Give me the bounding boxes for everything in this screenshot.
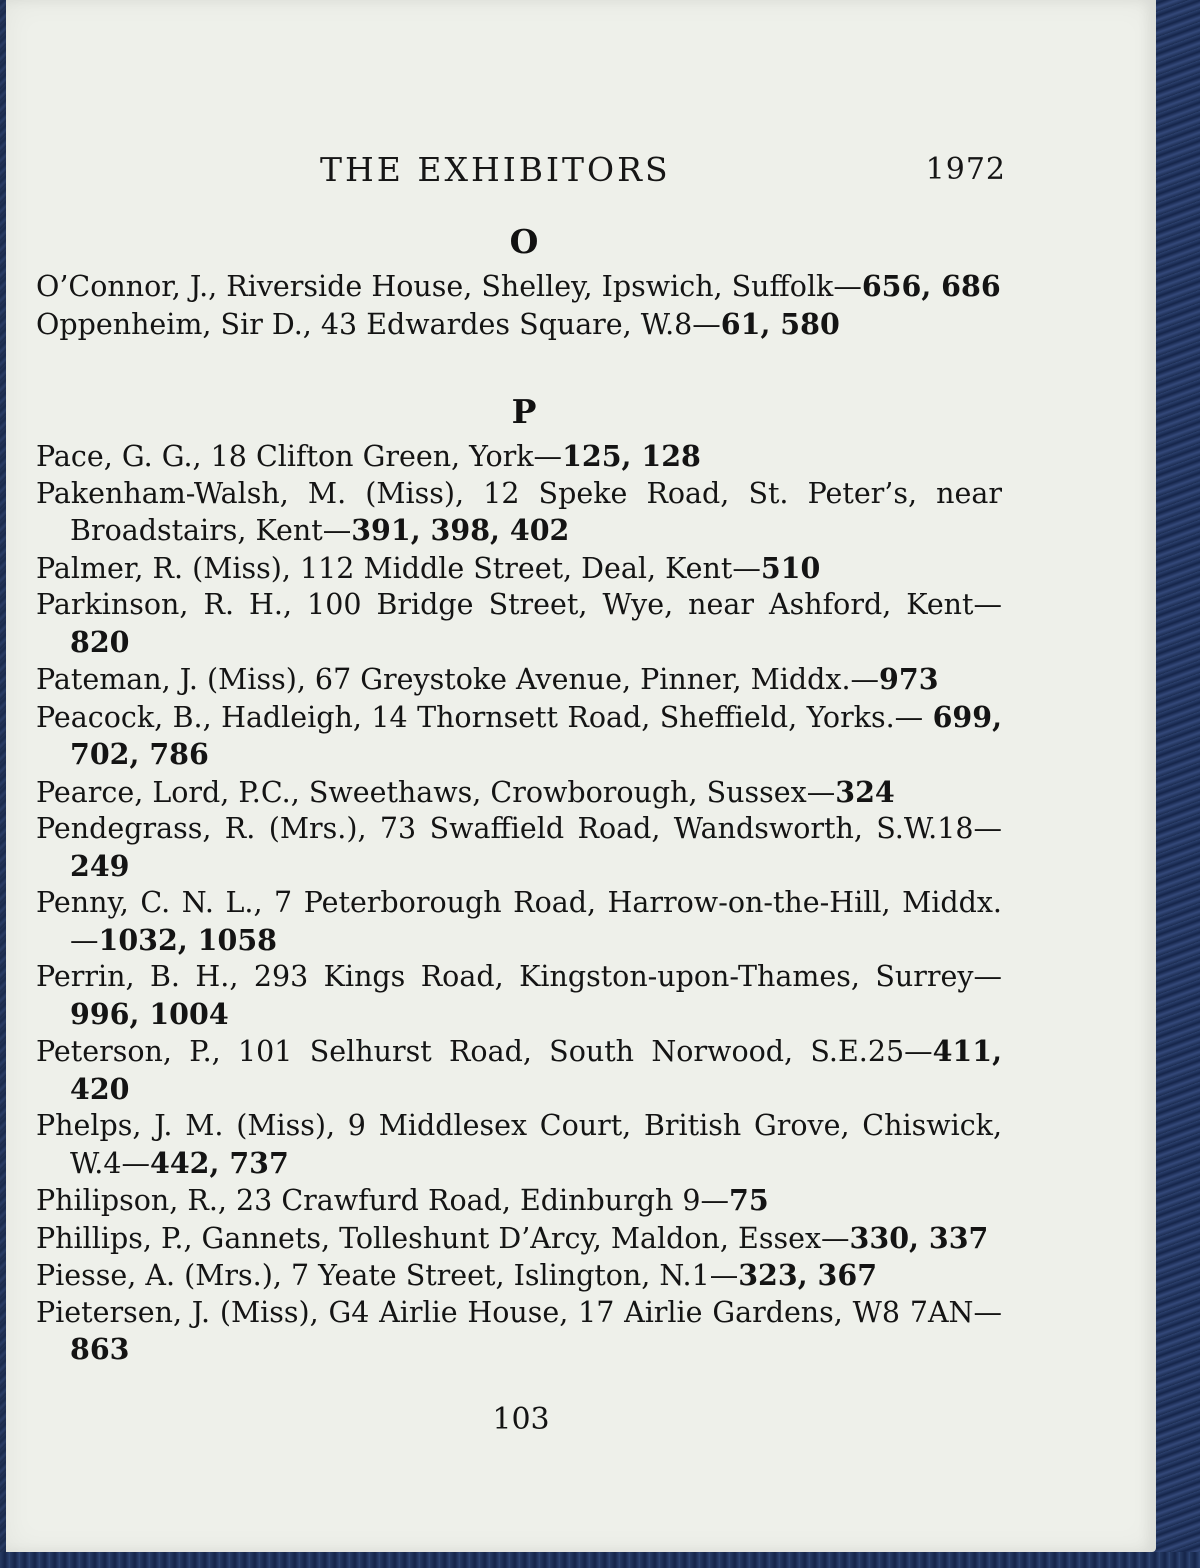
section-letter-o: O [509, 222, 539, 261]
page-number: 103 [492, 1402, 550, 1437]
list-item: Piesse, A. (Mrs.), 7 Yeate Street, Islington, N.1—323, 367 [36, 1258, 878, 1292]
list-item: Phillips, P., Gannets, Tolleshunt D’Arcy, Maldon, Essex—330, 337 [36, 1220, 989, 1255]
book-cover-bottom-edge [0, 1552, 1200, 1568]
list-item: Pateman, J. (Miss), 67 Greystoke Avenue, Pinner, Middx.—973 [36, 662, 939, 696]
list-item: Pietersen, J. (Miss), G4 Airlie House, 17 Airlie Gardens, W8 7AN— 863 [36, 1295, 1002, 1366]
list-item: Parkinson, R. H., 100 Bridge Street, Wye, near Ashford, Kent— 820 [36, 588, 1002, 659]
running-title: THE EXHIBITORS [320, 150, 671, 189]
list-item: Peacock, B., Hadleigh, 14 Thornsett Road, Sheffield, Yorks.— 699, 702, 786 [36, 699, 1002, 771]
list-item: Perrin, B. H., 293 Kings Road, Kingston-upon-Thames, Surrey— 996, 1004 [36, 960, 1002, 1031]
book-cover-edge [1154, 0, 1200, 1568]
list-item: Peterson, P., 101 Selhurst Road, South Norwood, S.E.25—411, 420 [36, 1034, 1002, 1106]
section-o-entries [36, 268, 1002, 343]
section-p-entries [36, 438, 1002, 1369]
list-item: Pendegrass, R. (Mrs.), 73 Swaffield Road, Wandsworth, S.W.18— 249 [36, 812, 1002, 883]
section-letter-p: P [511, 392, 537, 431]
header-year: 1972 [925, 152, 1006, 187]
list-item: Phelps, J. M. (Miss), 9 Middlesex Court, British Grove, Chiswick, W.4—442, 737 [36, 1109, 1002, 1180]
list-item: Pace, G. G., 18 Clifton Green, York—125, 128 [36, 439, 701, 473]
list-item: Oppenheim, Sir D., 43 Edwardes Square, W.8—61, 580 [36, 306, 840, 341]
list-item: O’Connor, J., Riverside House, Shelley, Ipswich, Suffolk—656, 686 [36, 269, 1001, 303]
book-page [6, 0, 1156, 1552]
list-item: Penny, C. N. L., 7 Peterborough Road, Harrow-on-the-Hill, Middx.—1032, 1058 [36, 886, 1002, 957]
list-item: Pakenham-Walsh, M. (Miss), 12 Speke Road, St. Peter’s, near Broadstairs, Kent—391, 398, 402 [36, 476, 1002, 547]
list-item: Palmer, R. (Miss), 112 Middle Street, Deal, Kent—510 [36, 550, 821, 585]
list-item: Pearce, Lord, P.C., Sweethaws, Crowborough, Sussex—324 [36, 774, 895, 809]
running-header [30, 150, 1006, 194]
list-item: Philipson, R., 23 Crawfurd Road, Edinburgh 9—75 [36, 1183, 769, 1217]
